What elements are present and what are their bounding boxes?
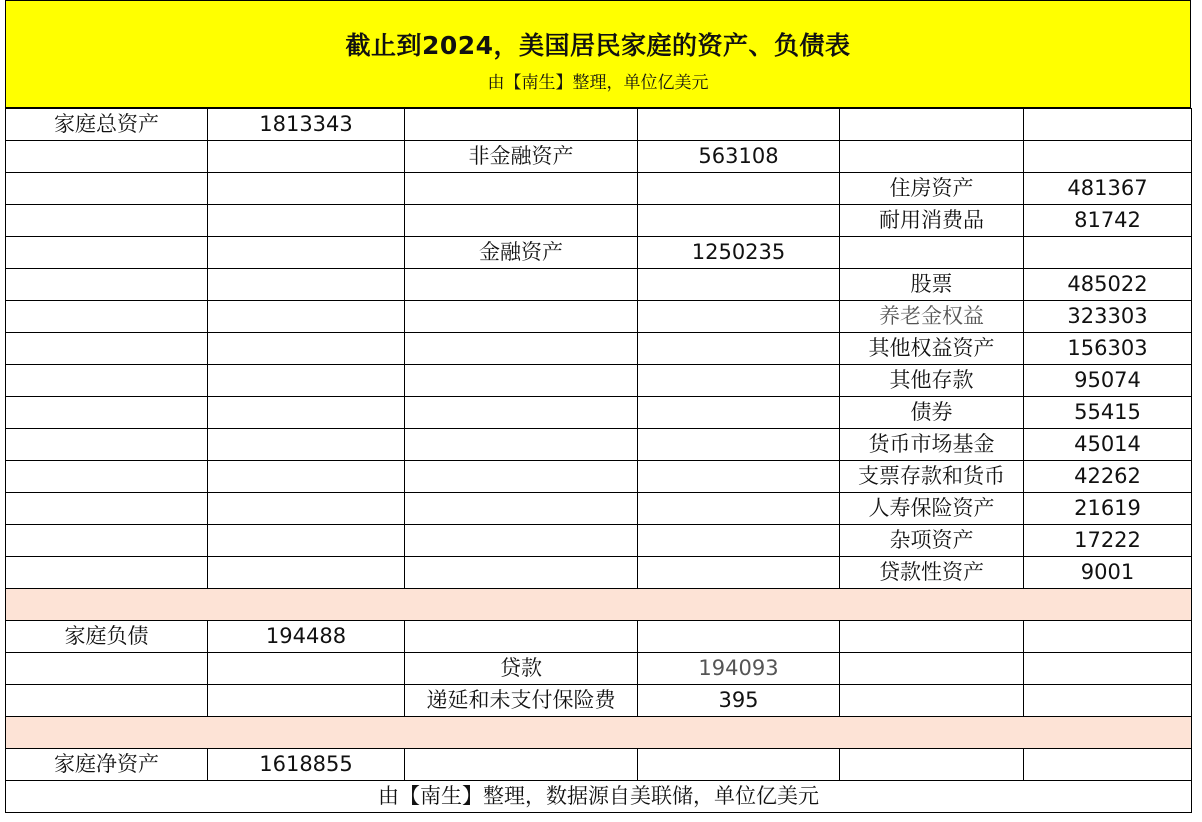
value-cell[interactable]	[208, 173, 405, 205]
separator-row	[6, 717, 1192, 749]
value-cell[interactable]	[208, 525, 405, 557]
value-cell[interactable]: 9001	[1024, 557, 1192, 589]
label-cell[interactable]: 其他权益资产	[840, 333, 1024, 365]
table-row	[6, 397, 1192, 429]
balance-sheet-table	[5, 108, 1192, 813]
balance-sheet-body	[6, 109, 1192, 813]
value-cell[interactable]	[208, 141, 405, 173]
value-cell[interactable]	[1024, 109, 1192, 141]
value-cell[interactable]	[208, 237, 405, 269]
value-cell[interactable]: 395	[638, 685, 840, 717]
label-cell[interactable]	[6, 173, 208, 205]
table-row	[6, 205, 1192, 237]
value-cell[interactable]: 323303	[1024, 301, 1192, 333]
table-row	[6, 237, 1192, 269]
value-cell[interactable]: 485022	[1024, 269, 1192, 301]
value-cell[interactable]	[208, 493, 405, 525]
label-cell[interactable]: 家庭总资产	[6, 109, 208, 141]
label-cell[interactable]	[6, 141, 208, 173]
value-cell[interactable]: 95074	[1024, 365, 1192, 397]
table-row	[6, 301, 1192, 333]
value-cell[interactable]: 156303	[1024, 333, 1192, 365]
label-cell[interactable]	[6, 429, 208, 461]
value-cell[interactable]	[638, 365, 840, 397]
table-row	[6, 461, 1192, 493]
value-cell[interactable]	[208, 461, 405, 493]
separator-cell	[6, 717, 1192, 749]
value-cell[interactable]: 1250235	[638, 237, 840, 269]
table-row	[6, 269, 1192, 301]
value-cell[interactable]: 55415	[1024, 397, 1192, 429]
table-row	[6, 429, 1192, 461]
label-cell[interactable]	[840, 653, 1024, 685]
label-cell[interactable]	[6, 397, 208, 429]
value-cell[interactable]	[638, 301, 840, 333]
value-cell[interactable]	[638, 269, 840, 301]
value-cell[interactable]: 1813343	[208, 109, 405, 141]
sheet-bottom-area	[5, 812, 1191, 822]
value-cell[interactable]: 563108	[638, 141, 840, 173]
label-cell[interactable]	[6, 653, 208, 685]
value-cell[interactable]	[638, 461, 840, 493]
value-cell[interactable]	[208, 653, 405, 685]
value-cell[interactable]	[1024, 141, 1192, 173]
label-cell[interactable]	[405, 557, 638, 589]
table-row	[6, 525, 1192, 557]
label-cell[interactable]: 股票	[840, 269, 1024, 301]
separator-row	[6, 589, 1192, 621]
label-cell[interactable]	[405, 205, 638, 237]
label-cell[interactable]	[405, 269, 638, 301]
value-cell[interactable]: 1618855	[208, 749, 405, 781]
value-cell[interactable]	[638, 493, 840, 525]
value-cell[interactable]	[208, 365, 405, 397]
table-row	[6, 141, 1192, 173]
label-cell[interactable]: 其他存款	[840, 365, 1024, 397]
label-cell[interactable]	[6, 525, 208, 557]
label-cell[interactable]	[405, 621, 638, 653]
label-cell[interactable]	[405, 365, 638, 397]
value-cell[interactable]	[208, 397, 405, 429]
value-cell[interactable]	[208, 685, 405, 717]
value-cell[interactable]	[638, 749, 840, 781]
value-cell[interactable]	[1024, 749, 1192, 781]
table-row	[6, 685, 1192, 717]
label-cell[interactable]	[840, 685, 1024, 717]
sheet-header	[5, 0, 1191, 108]
value-cell[interactable]	[1024, 621, 1192, 653]
table-row	[6, 109, 1192, 141]
value-cell[interactable]: 45014	[1024, 429, 1192, 461]
table-row	[6, 365, 1192, 397]
label-cell[interactable]: 债券	[840, 397, 1024, 429]
table-row	[6, 653, 1192, 685]
value-cell[interactable]	[208, 429, 405, 461]
value-cell[interactable]: 194093	[638, 653, 840, 685]
label-cell[interactable]	[405, 493, 638, 525]
label-cell[interactable]: 家庭净资产	[6, 749, 208, 781]
label-cell[interactable]	[405, 301, 638, 333]
label-cell[interactable]	[6, 205, 208, 237]
label-cell[interactable]: 支票存款和货币	[840, 461, 1024, 493]
value-cell[interactable]	[208, 333, 405, 365]
label-cell[interactable]	[405, 429, 638, 461]
value-cell[interactable]	[638, 333, 840, 365]
label-cell[interactable]: 递延和未支付保险费	[405, 685, 638, 717]
label-cell[interactable]	[840, 749, 1024, 781]
label-cell[interactable]	[6, 493, 208, 525]
sheet-subtitle: 由【南生】整理，单位亿美元	[487, 73, 709, 93]
label-cell[interactable]	[405, 525, 638, 557]
label-cell[interactable]	[840, 141, 1024, 173]
footer-row	[6, 781, 1192, 813]
label-cell[interactable]	[840, 621, 1024, 653]
value-cell[interactable]	[638, 397, 840, 429]
label-cell[interactable]: 贷款	[405, 653, 638, 685]
separator-cell	[6, 589, 1192, 621]
label-cell[interactable]: 耐用消费品	[840, 205, 1024, 237]
table-row	[6, 749, 1192, 781]
value-cell[interactable]	[1024, 237, 1192, 269]
label-cell[interactable]	[840, 109, 1024, 141]
value-cell[interactable]	[638, 557, 840, 589]
label-cell[interactable]: 货币市场基金	[840, 429, 1024, 461]
footer-note: 由【南生】整理，数据源自美联储，单位亿美元	[6, 781, 1192, 813]
label-cell[interactable]	[405, 173, 638, 205]
value-cell[interactable]	[638, 429, 840, 461]
label-cell[interactable]	[405, 109, 638, 141]
value-cell[interactable]	[638, 621, 840, 653]
label-cell[interactable]	[405, 333, 638, 365]
label-cell[interactable]: 金融资产	[405, 237, 638, 269]
table-row	[6, 493, 1192, 525]
value-cell[interactable]: 17222	[1024, 525, 1192, 557]
label-cell[interactable]: 杂项资产	[840, 525, 1024, 557]
value-cell[interactable]	[638, 109, 840, 141]
label-cell[interactable]	[6, 557, 208, 589]
table-row	[6, 621, 1192, 653]
label-cell[interactable]	[6, 269, 208, 301]
label-cell[interactable]	[6, 237, 208, 269]
label-cell[interactable]	[6, 301, 208, 333]
value-cell[interactable]	[208, 205, 405, 237]
value-cell[interactable]	[208, 269, 405, 301]
value-cell[interactable]: 81742	[1024, 205, 1192, 237]
label-cell[interactable]	[6, 333, 208, 365]
value-cell[interactable]	[208, 301, 405, 333]
value-cell[interactable]	[208, 557, 405, 589]
table-row	[6, 173, 1192, 205]
table-row	[6, 557, 1192, 589]
label-cell[interactable]: 养老金权益	[840, 301, 1024, 333]
label-cell[interactable]	[6, 685, 208, 717]
value-cell[interactable]: 194488	[208, 621, 405, 653]
label-cell[interactable]: 非金融资产	[405, 141, 638, 173]
label-cell[interactable]	[405, 461, 638, 493]
label-cell[interactable]	[6, 461, 208, 493]
value-cell[interactable]: 21619	[1024, 493, 1192, 525]
value-cell[interactable]: 42262	[1024, 461, 1192, 493]
label-cell[interactable]: 人寿保险资产	[840, 493, 1024, 525]
value-cell[interactable]	[638, 205, 840, 237]
table-row	[6, 333, 1192, 365]
sheet-title: 截止到2024，美国居民家庭的资产、负债表	[345, 31, 851, 60]
label-cell[interactable]	[405, 749, 638, 781]
label-cell[interactable]	[840, 237, 1024, 269]
value-cell[interactable]	[1024, 685, 1192, 717]
value-cell[interactable]	[638, 173, 840, 205]
value-cell[interactable]	[1024, 653, 1192, 685]
label-cell[interactable]: 贷款性资产	[840, 557, 1024, 589]
label-cell[interactable]	[6, 365, 208, 397]
label-cell[interactable]: 住房资产	[840, 173, 1024, 205]
value-cell[interactable]	[638, 525, 840, 557]
value-cell[interactable]: 481367	[1024, 173, 1192, 205]
label-cell[interactable]	[405, 397, 638, 429]
label-cell[interactable]: 家庭负债	[6, 621, 208, 653]
